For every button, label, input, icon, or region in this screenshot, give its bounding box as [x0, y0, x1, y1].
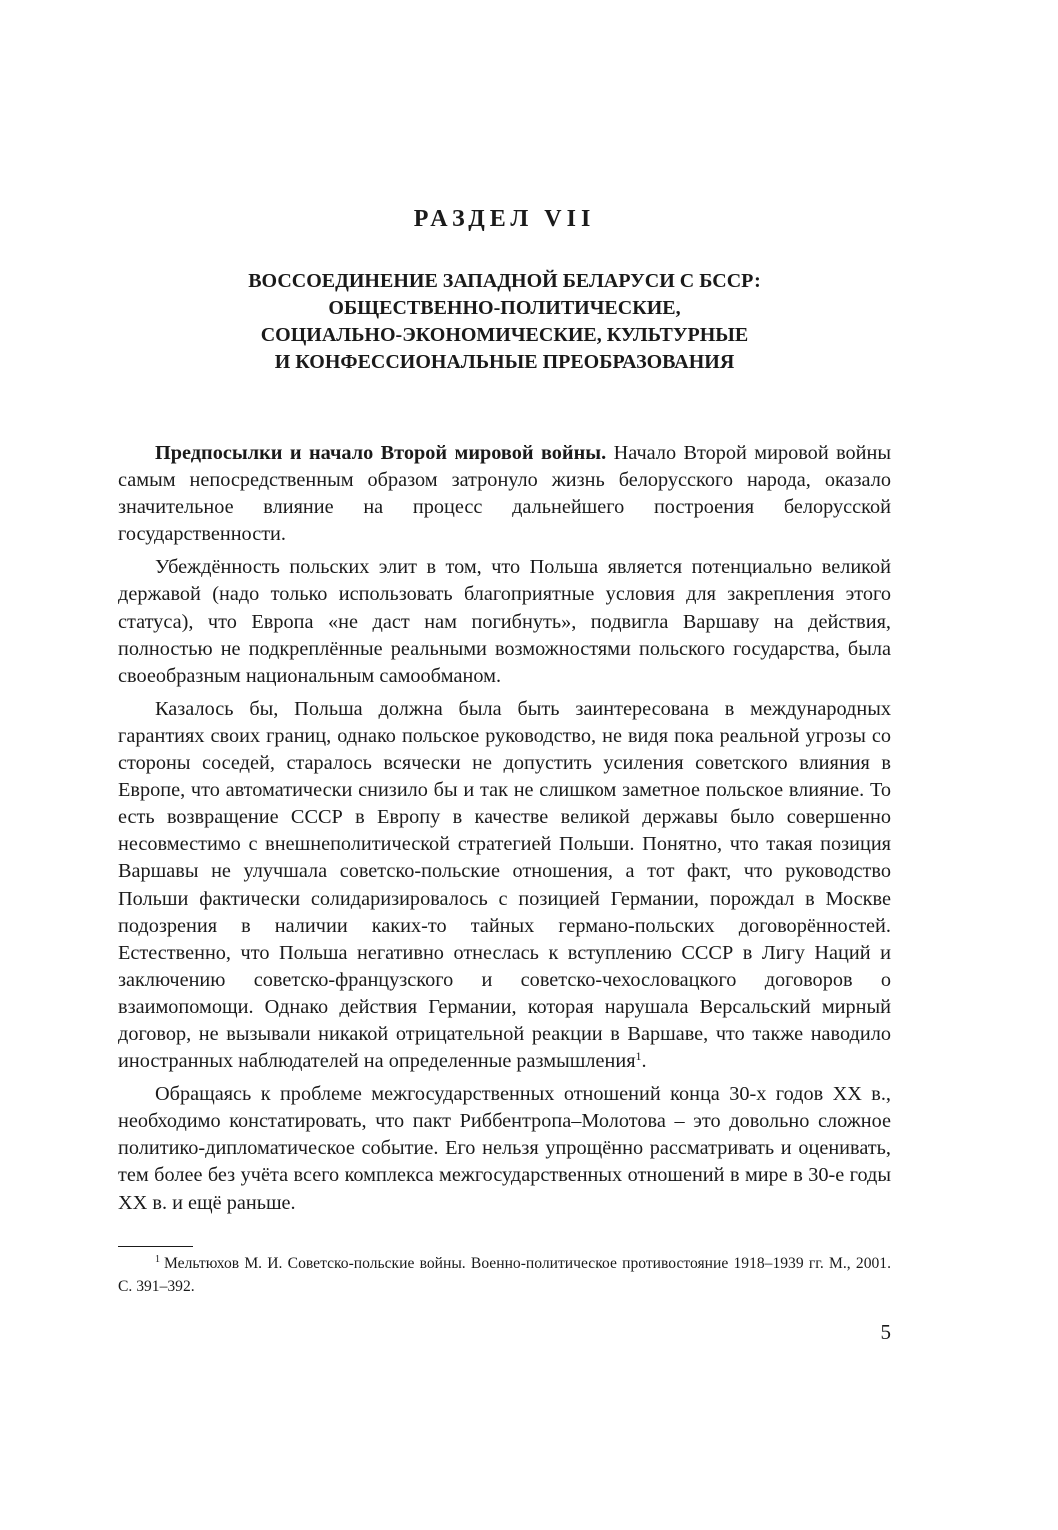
page-number: 5 — [880, 1320, 891, 1344]
chapter-title — [118, 268, 891, 376]
section-title: РАЗДЕЛ VII — [413, 206, 596, 232]
footnote-text: Мельтюхов М. И. Советско-польские войны. Военно-политическое противостояние 1918–1939 гг. М., 2001. С. 391–392. — [118, 1255, 891, 1295]
paragraph-3 — [118, 696, 891, 1075]
paragraph-1 — [118, 440, 891, 548]
chapter-title-line: СОЦИАЛЬНО-ЭКОНОМИЧЕСКИЕ, КУЛЬТУРНЫЕ — [260, 324, 749, 346]
chapter-title-line: ВОССОЕДИНЕНИЕ ЗАПАДНОЙ БЕЛАРУСИ С БССР: — [248, 270, 761, 292]
paragraph-4: Обращаясь к проблеме межгосударственных отношений конца 30-х годов XX в., необходимо констатировать, что пакт Риббентропа–Молотова – это довольно сложное политико-дипломатическое событие. Его нельзя упрощённо рассматривать и оценивать, тем более без учёта всего комплекса межгосударственных отношений в мире в 30-е годы XX в. и ещё раньше. — [118, 1083, 891, 1214]
paragraph-2: Убеждённость польских элит в том, что Польша является потенциально великой державой (надо только использовать благоприятные условия для закрепления этого статуса), что Европа «не даст нам погибнуть», подвигла Варшаву на действия, полностью не подкреплённые реальными возможностями польского государства, была своеобразным национальным самообманом. — [118, 556, 891, 687]
footnote — [118, 1252, 891, 1298]
footnote-reference: 1 — [635, 1049, 642, 1064]
footnote-number: 1 — [155, 1254, 160, 1265]
paragraph-heading: Предпосылки и начало Второй мировой войны. — [155, 442, 607, 464]
paragraph-end: . — [641, 1050, 647, 1073]
book-page — [118, 0, 891, 1530]
footnote-divider — [118, 1246, 193, 1247]
chapter-title-line: ОБЩЕСТВЕННО-ПОЛИТИЧЕСКИЕ, — [328, 297, 681, 319]
paragraph-text: Начало Второй мировой войны самым непосредственным образом затронуло жизнь белорусского народа, оказало значительное влияние на процесс дальнейшего построения белорусской государственности. — [118, 442, 891, 546]
body-text — [118, 440, 891, 1223]
chapter-title-line: И КОНФЕССИОНАЛЬНЫЕ ПРЕОБРАЗОВАНИЯ — [274, 351, 735, 373]
paragraph-text: Казалось бы, Польша должна была быть заинтересована в международных гарантиях своих границ, однако польское руководство, не видя пока реальной угрозы со стороны соседей, старалось всячески не допустить усиления советского влияния в Европе, что автоматически снизило бы и так не слишком заметное польское влияние. То есть возвращение СССР в Европу в качестве великой державы было совершенно несовместимо с внешнеполитической стратегией Польши. Понятно, что такая позиция Варшавы не улучшала советско-польские отношения, а тот факт, что руководство Польши фактически солидаризировалось с позицией Германии, порождал в Москве подозрения в наличии каких-то тайных германо-польских договорённостей. Естественно, что Польша негативно отнеслась к вступлению СССР в Лигу Наций и заключению советско-французского и советско-чехословацкого договоров о взаимопомощи. Однако действия Германии, которая нарушала Версальский мирный договор, не вызывали никакой отрицательной реакции в Варшаве, что также наводило иностранных наблюдателей на определенные размышления — [118, 697, 891, 1073]
